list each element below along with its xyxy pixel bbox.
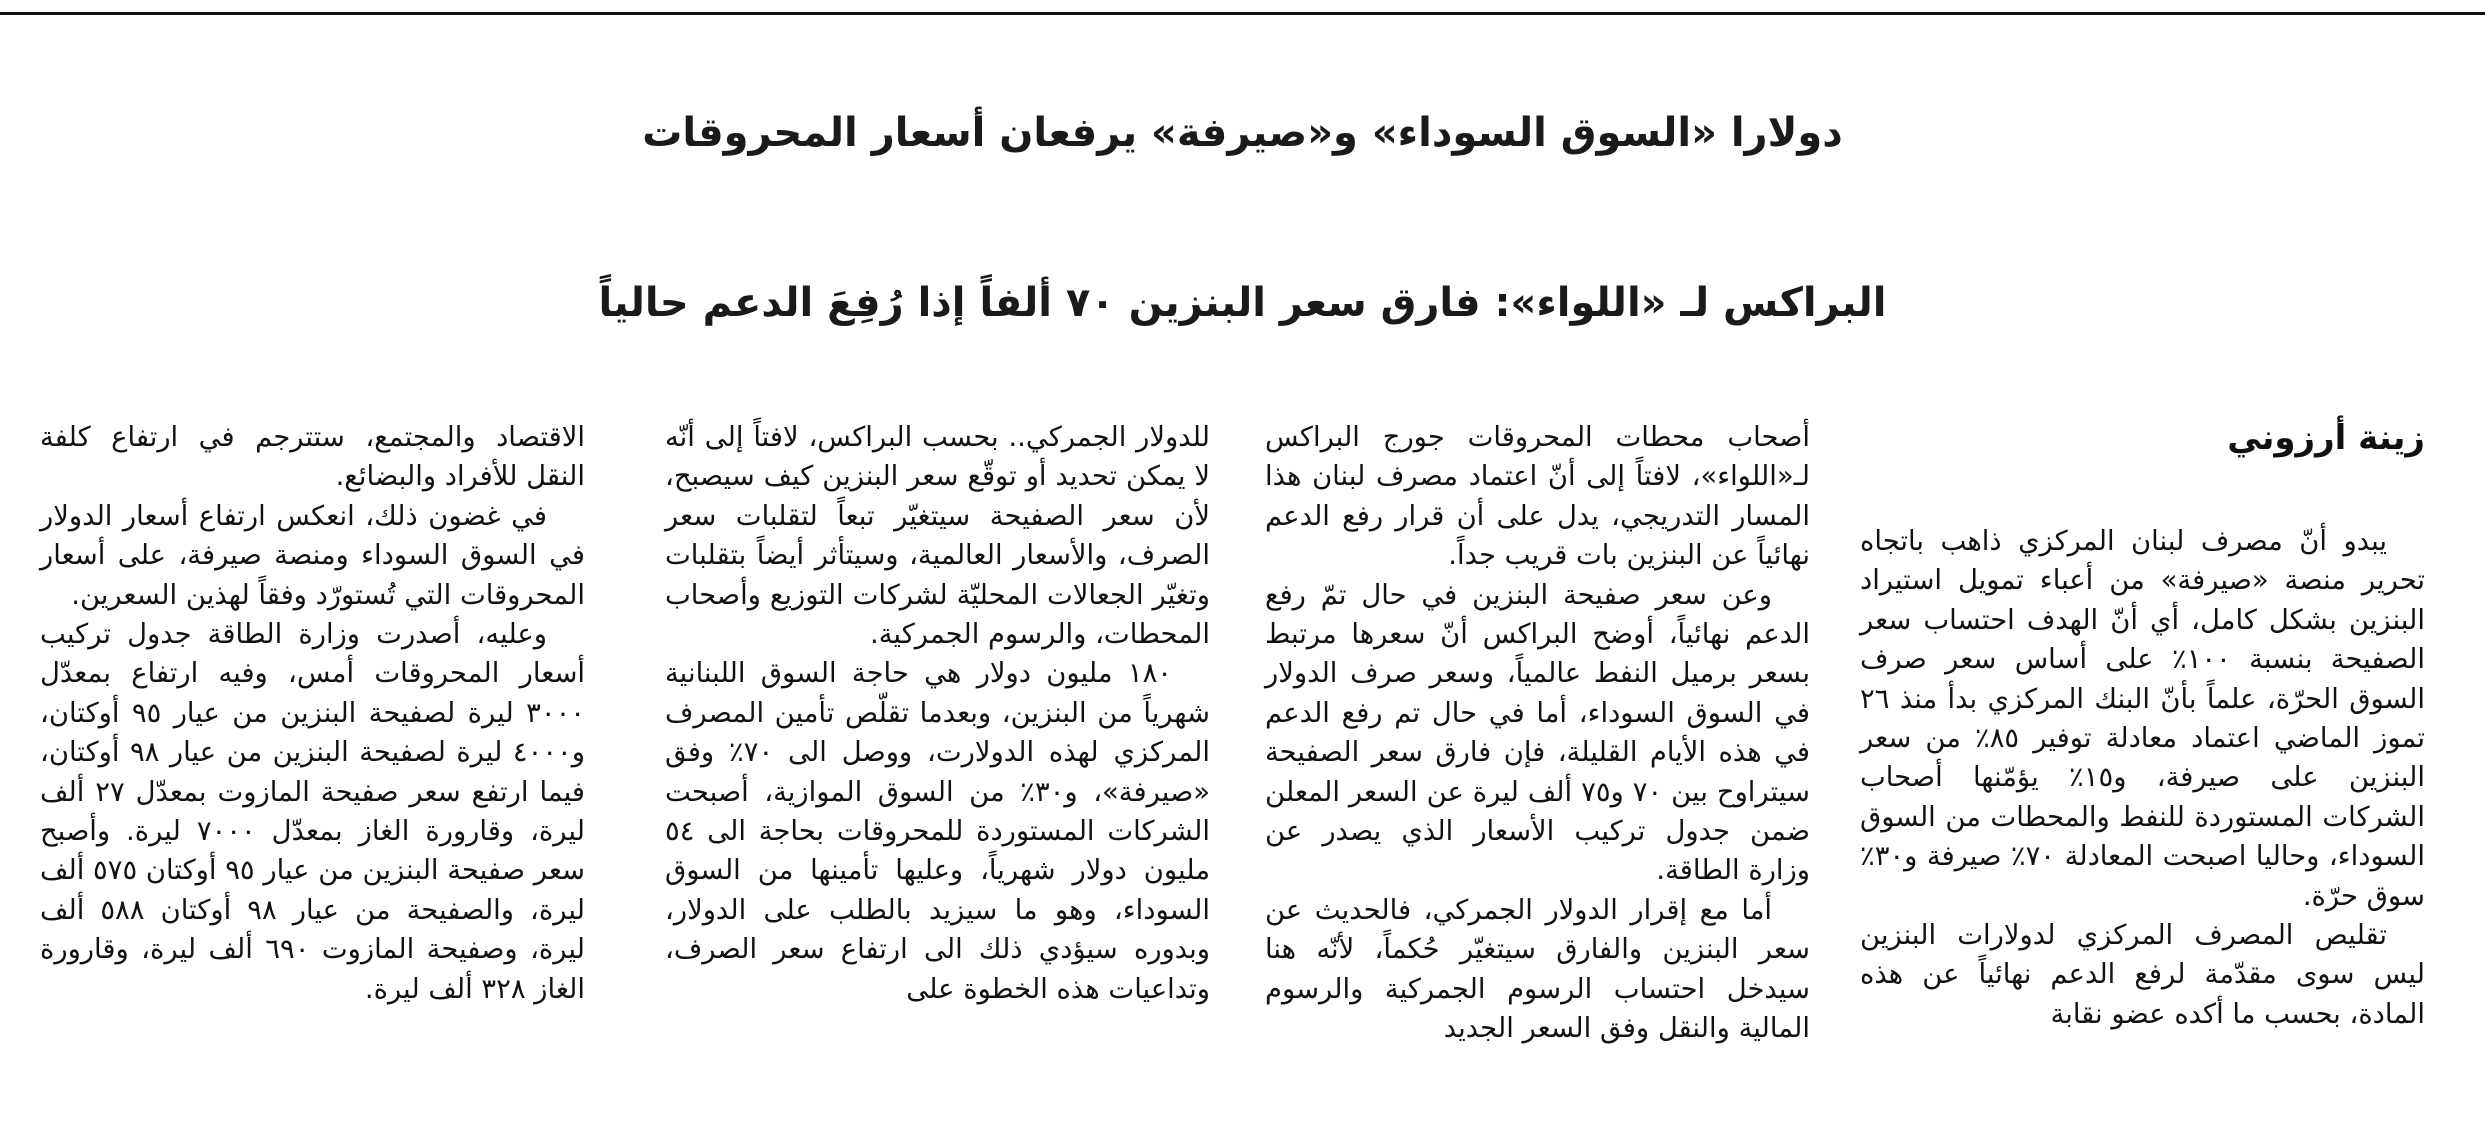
paragraph: ١٨٠ مليون دولار هي حاجة السوق اللبنانية شهرياً من البنزين، وبعدما تقلّص تأمين المصرف المركزي لهذه الدولارت، ووصل الى ٧٠٪ وفق «صيرفة»، و٣٠٪ من السوق الموازية، أصبحت الشركات المستوردة للمحروقات بحاجة الى ٥٤ مليون دولار شهرياً، وعليها تأمينها من السوق السوداء، وهو ما سيزيد بالطلب على الدولار، وبدوره سيؤدي ذلك الى ارتفاع سعر الصرف، وتداعيات هذه الخطوة على <box>665 658 1210 1005</box>
byline: زينة أرزوني <box>2227 418 2425 458</box>
paragraph: للدولار الجمركي.. بحسب البراكس، لافتاً إلى أنّه لا يمكن تحديد أو توقّع سعر البنزين كيف سيصبح، لأن سعر الصفيحة سيتغيّر تبعاً لتقلبات سعر الصرف، والأسعار العالمية، وسيتأثر أيضاً بتقلبات وتغيّر الجعالات المحليّة لشركات التوزيع وأصحاب المحطات، والرسوم الجمركية. <box>665 422 1210 651</box>
top-rule <box>0 12 2485 15</box>
article-column-4 <box>40 418 585 1009</box>
paragraph: أصحاب محطات المحروقات جورج البراكس لـ«اللواء»، لافتاً إلى أنّ اعتماد مصرف لبنان هذا المسار التدريجي، يدل على أن قرار رفع الدعم نهائياً عن البنزين بات قريب جداً. <box>1265 422 1810 572</box>
paragraph: وعليه، أصدرت وزارة الطاقة جدول تركيب أسعار المحروقات أمس، وفيه ارتفاع بمعدّل ٣٠٠٠ ليرة لصفيحة البنزين من عيار ٩٥ أوكتان، و٤٠٠٠ ليرة لصفيحة البنزين من عيار ٩٨ أوكتان، فيما ارتفع سعر صفيحة المازوت بمعدّل ٢٧ ألف ليرة، وقارورة الغاز بمعدّل ٧٠٠٠ ليرة. وأصبح سعر صفيحة البنزين من عيار ٩٥ أوكتان ٥٧٥ ألف ليرة، والصفيحة من عيار ٩٨ أوكتان ٥٨٨ ألف ليرة، وصفيحة المازوت ٦٩٠ ألف ليرة، وقارورة الغاز ٣٢٨ ألف ليرة. <box>40 619 586 1005</box>
paragraph: الاقتصاد والمجتمع، ستترجم في ارتفاع كلفة النقل للأفراد والبضائع. <box>40 422 585 493</box>
paragraph: أما مع إقرار الدولار الجمركي، فالحديث عن سعر البنزين والفارق سيتغيّر حُكماً، لأنّه هنا سيدخل احتساب الرسوم الجمركية والرسوم المالية والنقل وفق السعر الجديد <box>1265 894 1810 1045</box>
article-column-1 <box>1860 418 2425 1034</box>
article-column-2 <box>1265 418 1810 1049</box>
headline-line-1: دولارا «السوق السوداء» و«صيرفة» يرفعان أسعار المحروقات <box>642 110 1843 156</box>
paragraph: تقليص المصرف المركزي لدولارات البنزين ليس سوى مقدّمة لرفع الدعم نهائياً عن هذه المادة، بحسب ما أكده عضو نقابة <box>1860 920 2425 1030</box>
paragraph: وعن سعر صفيحة البنزين في حال تمّ رفع الدعم نهائياً، أوضح البراكس أنّ سعرها مرتبط بسعر برميل النفط عالمياً، وسعر صرف الدولار في السوق السوداء، أما في حال تم رفع الدعم في هذه الأيام القليلة، فإن فارق سعر الصفيحة سيتراوح بين ٧٠ و٧٥ ألف ليرة عن السعر المعلن ضمن جدول تركيب الأسعار الذي يصدر عن وزارة الطاقة. <box>1265 579 1811 887</box>
headline-line-2: البراكس لـ «اللواء»: فارق سعر البنزين ٧٠ ألفاً إذا رُفِعَ الدعم حالياً <box>598 280 1887 326</box>
paragraph: في غضون ذلك، انعكس ارتفاع أسعار الدولار في السوق السوداء ومنصة صيرفة، على أسعار المحروقات التي تُستورّد وفقاً لهذين السعرين. <box>40 500 585 611</box>
paragraph: يبدو أنّ مصرف لبنان المركزي ذاهب باتجاه تحرير منصة «صيرفة» من أعباء تمويل استيراد البنزين بشكل كامل، أي أنّ الهدف احتساب سعر الصفيحة بنسبة ١٠٠٪ على أساس سعر صرف السوق الحرّة، علماً بأنّ البنك المركزي بدأ منذ ٢٦ تموز الماضي اعتماد معادلة توفير ٨٥٪ من سعر البنزين على صيرفة، و١٥٪ يؤمّنها أصحاب الشركات المستوردة للنفط والمحطات من السوق السوداء، وحاليا اصبحت المعادلة ٧٠٪ صيرفة و٣٠٪ سوق حرّة. <box>1860 526 2425 912</box>
article-column-3 <box>665 418 1210 1009</box>
